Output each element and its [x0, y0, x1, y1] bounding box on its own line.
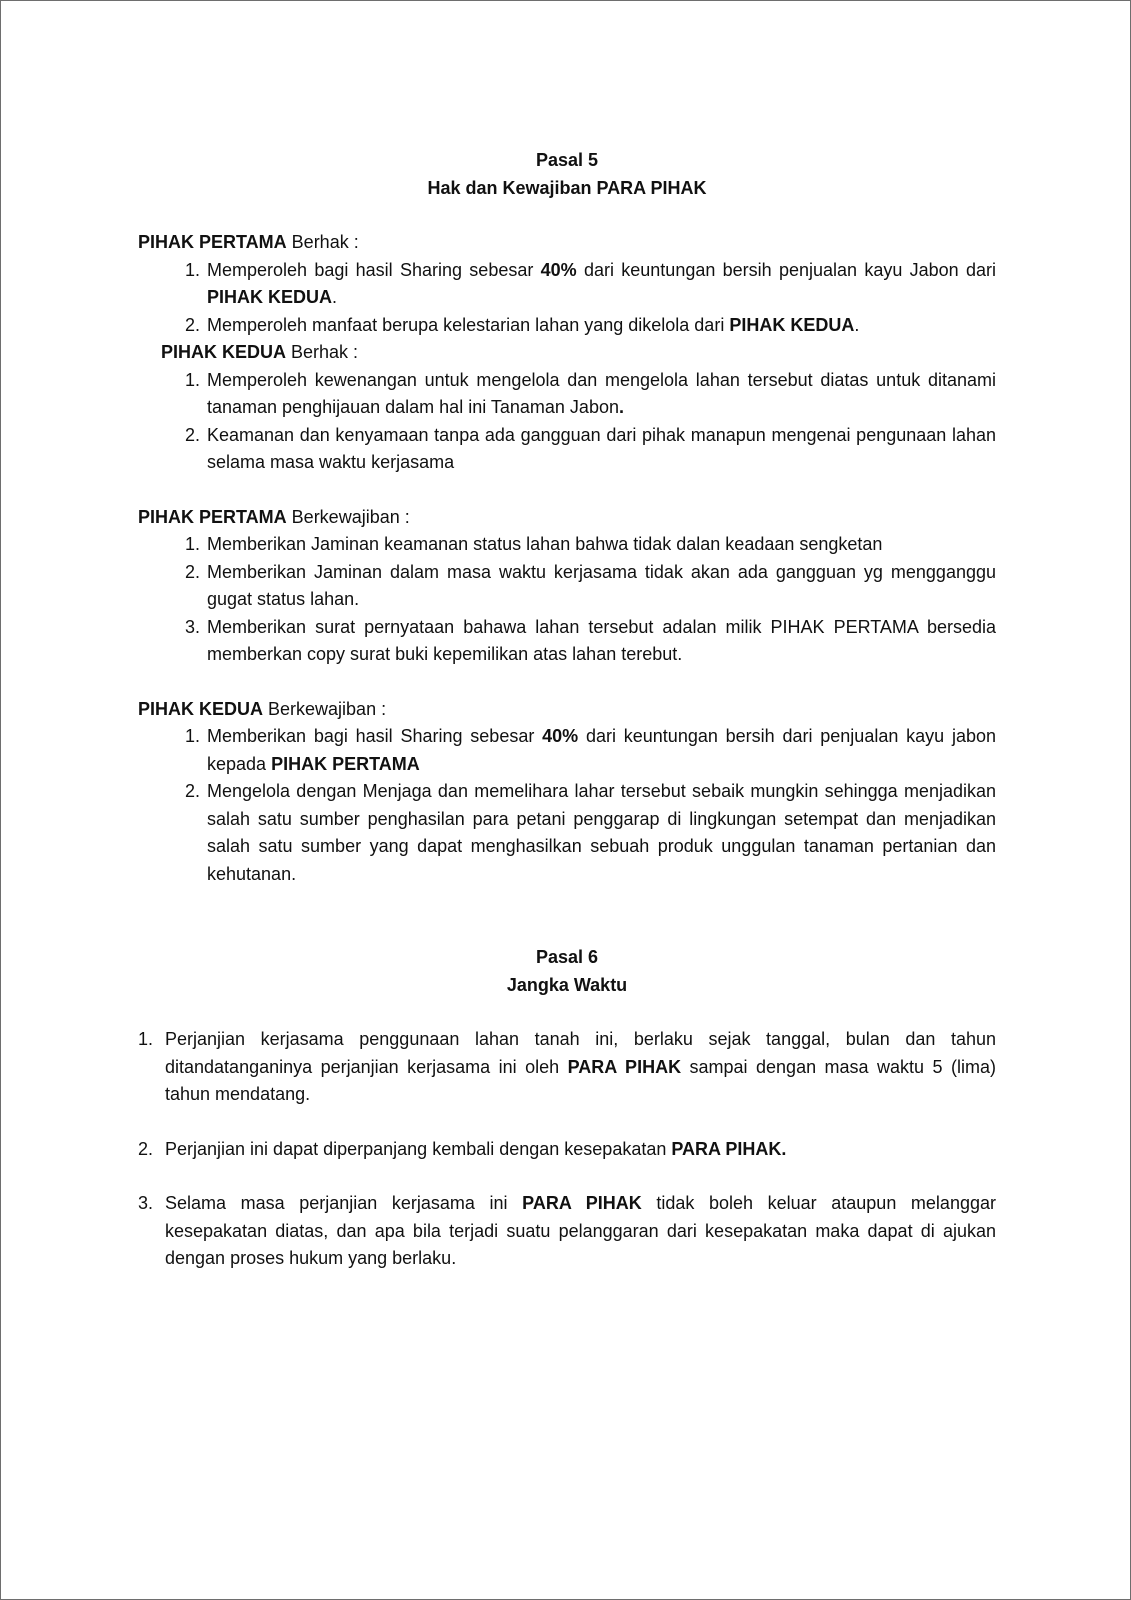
- kedua-kewajiban-list: [138, 723, 996, 888]
- item-text: Keamanan dan kenyamaan tanpa ada gangguan dari pihak manapun mengenai pengunaan lahan selama masa waktu kerjasama: [207, 424, 996, 472]
- item-bold: PARA PIHAK: [522, 1193, 642, 1213]
- item-text: Selama masa perjanjian kerjasama ini: [165, 1193, 523, 1213]
- item-bold: PARA PIHAK.: [671, 1138, 787, 1159]
- list-item: [138, 531, 996, 559]
- item-number: 2.: [185, 561, 201, 582]
- item-bold: 40%: [542, 726, 579, 746]
- list-item: [138, 1190, 996, 1273]
- list-item: [138, 1026, 996, 1109]
- item-number: 1.: [185, 726, 201, 746]
- party-name: PIHAK KEDUA: [138, 698, 264, 719]
- list-item: [138, 312, 996, 340]
- kedua-berhak-list: [138, 367, 996, 477]
- item-text: Mengelola dengan Menjaga dan memelihara lahar tersebut sebaik mungkin sehingga menjadikan salah satu sumber penghasilan para petani penggarap di lingkungan setempat dan menjadikan salah satu sumber yang dapat menghasilkan sebuah produk unggulan tanaman pertanian dan kehutanan.: [207, 781, 996, 884]
- item-text: Memberikan surat pernyataan bahawa lahan tersebut adalan milik PIHAK PERTAMA bersedia memberkan copy surat buki kepemilikan atas lahan terebut.: [207, 616, 996, 664]
- item-number: 1.: [185, 259, 201, 280]
- item-number: 2.: [185, 781, 201, 801]
- item-number: 1.: [138, 1029, 154, 1049]
- item-number: 3.: [138, 1193, 154, 1213]
- pasal6-list: [138, 1026, 996, 1273]
- section-label: Berhak :: [286, 342, 359, 362]
- kedua-berhak-heading: [138, 339, 996, 367]
- item-bold: PIHAK KEDUA: [207, 287, 333, 307]
- list-item: [138, 614, 996, 669]
- pasal5-title: Hak dan Kewajiban PARA PIHAK: [427, 177, 707, 198]
- list-item: [138, 559, 996, 614]
- section-label: Berkewajiban :: [286, 506, 410, 527]
- party-name: PIHAK PERTAMA: [138, 506, 287, 527]
- item-bold: PIHAK KEDUA: [729, 314, 855, 335]
- kedua-kewajiban-heading: [138, 696, 996, 724]
- item-number: 3.: [185, 616, 201, 637]
- list-item: [138, 422, 996, 477]
- item-number: 2.: [138, 1138, 154, 1159]
- item-bold: PIHAK PERTAMA: [271, 753, 420, 774]
- list-item: [138, 367, 996, 422]
- item-bold: PARA PIHAK: [567, 1056, 682, 1077]
- document-content: [138, 147, 996, 1273]
- list-item: [138, 1136, 996, 1164]
- pertama-berhak-list: [138, 257, 996, 340]
- item-text: Memberikan Jaminan dalam masa waktu kerjasama tidak akan ada gangguan yg mengganggu gugat status lahan.: [207, 561, 996, 609]
- pasal6-title: Jangka Waktu: [506, 974, 628, 995]
- pasal5-number: Pasal 5: [535, 150, 599, 170]
- item-number: 1.: [185, 369, 201, 390]
- section-label: Berkewajiban :: [263, 698, 387, 719]
- pertama-kewajiban-list: [138, 531, 996, 669]
- item-text: .: [332, 287, 338, 307]
- pasal6-number: Pasal 6: [535, 947, 599, 967]
- item-bold: 40%: [540, 259, 577, 280]
- item-text: .: [854, 314, 860, 335]
- item-text: Memberikan bagi hasil Sharing sebesar: [207, 726, 543, 746]
- section-label: Berhak :: [286, 232, 359, 252]
- item-text: dari keuntungan bersih penjualan kayu Jabon dari: [576, 259, 996, 280]
- item-number: 2.: [185, 424, 201, 445]
- pertama-berhak-heading: [138, 229, 996, 257]
- item-text: Perjanjian ini dapat diperpanjang kembali dengan kesepakatan: [165, 1138, 672, 1159]
- item-text: Memberikan Jaminan keamanan status lahan bahwa tidak dalan keadaan sengketan: [207, 534, 883, 554]
- item-text: Memperoleh kewenangan untuk mengelola dan mengelola lahan tersebut diatas untuk ditanami tanaman penghijauan dalam hal ini Tanaman Jabon: [207, 369, 996, 417]
- item-text: sampai dengan masa waktu 5 (lima) tahun mendatang.: [165, 1056, 996, 1104]
- item-text: Memperoleh bagi hasil Sharing sebesar: [207, 259, 541, 280]
- item-number: 2.: [185, 314, 201, 335]
- party-name: PIHAK KEDUA: [161, 342, 287, 362]
- party-name: PIHAK PERTAMA: [138, 232, 287, 252]
- pertama-kewajiban-heading: [138, 504, 996, 532]
- item-bold: .: [618, 397, 624, 417]
- item-text: Perjanjian kerjasama penggunaan lahan tanah ini, berlaku sejak tanggal, bulan dan tahun ditandatanganinya perjanjian kerjasama ini oleh: [165, 1029, 996, 1077]
- item-number: 1.: [185, 534, 201, 554]
- item-text: Memperoleh manfaat berupa kelestarian lahan yang dikelola dari: [207, 314, 730, 335]
- list-item: [138, 257, 996, 312]
- item-text: dari keuntungan bersih dari penjualan kayu jabon kepada: [207, 726, 996, 774]
- item-text: tidak boleh keluar ataupun melanggar kesepakatan diatas, dan apa bila terjadi suatu pelanggaran dari kesepakatan maka dapat di ajukan dengan proses hukum yang berlaku.: [165, 1193, 996, 1268]
- list-item: [138, 723, 996, 778]
- list-item: [138, 778, 996, 888]
